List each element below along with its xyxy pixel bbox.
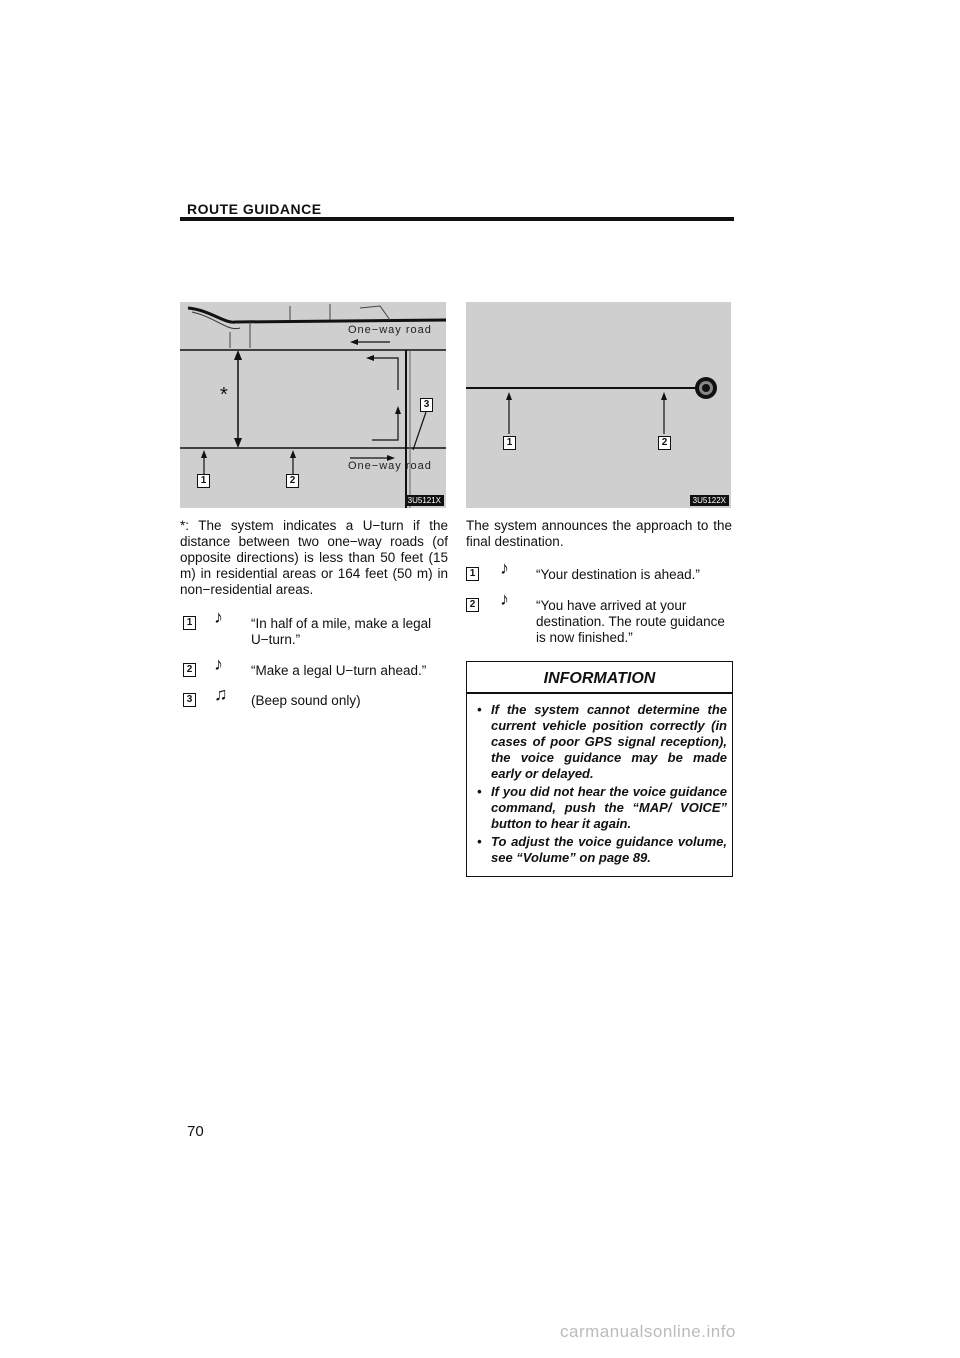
left-step-1 (180, 607, 448, 654)
asterisk-marker: * (220, 384, 228, 406)
info-item-1 (477, 702, 727, 782)
step-text: “Your destination is ahead.” (536, 567, 700, 582)
step-text: “In half of a mile, make a legal U−turn.” (251, 616, 432, 647)
step-number: 1 (466, 567, 479, 581)
info-item-2 (477, 784, 727, 832)
information-title: INFORMATION (543, 670, 656, 687)
fig2-callout-1: 1 (503, 436, 516, 450)
header-rule (180, 217, 734, 221)
figure-code: 3U5121X (405, 495, 444, 506)
beep-note-icon: ♫ (214, 684, 228, 704)
page-number: 70 (187, 1123, 204, 1140)
map-label-bottom: One−way road (348, 460, 432, 472)
destination-map-figure (466, 302, 731, 508)
right-column (466, 518, 732, 550)
destination-map-drawing (466, 302, 731, 508)
step-text: (Beep sound only) (251, 693, 361, 708)
step-text: “You have arrived at your destination. The route guidance is now finished.” (536, 598, 725, 645)
watermark: carmanualsonline.info (560, 1322, 736, 1341)
info-item-text: If the system cannot determine the current vehicle position correctly (in cases of poor GPS signal reception), the voice guidance may be made early or delayed. (491, 702, 727, 781)
bullet-icon: • (477, 702, 482, 717)
information-box (466, 661, 733, 877)
voice-note-icon: ♪ (214, 654, 223, 674)
info-item-text: To adjust the voice guidance volume, see “Volume” on page 89. (491, 834, 727, 865)
right-intro: The system announces the approach to the final destination. (466, 518, 732, 549)
right-step-2 (466, 589, 732, 648)
step-number: 2 (183, 663, 196, 677)
left-step-2 (180, 654, 448, 681)
asterisk-note: *: The system indicates a U−turn if the distance between two one−way roads (of opposite directions) is less than 50 feet (15 m) in residential areas or 164 feet (50 m) in non−residential areas. (180, 518, 448, 597)
info-item-text: If you did not hear the voice guidance command, push the “MAP/ VOICE” button to hear it again. (491, 784, 727, 831)
step-number: 1 (183, 616, 196, 630)
left-step-3 (180, 684, 448, 711)
right-step-1 (466, 558, 732, 585)
fig1-callout-3: 3 (420, 398, 433, 412)
voice-note-icon: ♪ (214, 607, 223, 627)
voice-note-icon: ♪ (500, 589, 509, 609)
step-text: “Make a legal U−turn ahead.” (251, 663, 427, 678)
step-number: 2 (466, 598, 479, 612)
voice-note-icon: ♪ (500, 558, 509, 578)
fig1-callout-2: 2 (286, 474, 299, 488)
bullet-icon: • (477, 834, 482, 849)
info-item-3 (477, 834, 727, 866)
information-rule (467, 692, 732, 694)
header-title: ROUTE GUIDANCE (187, 201, 322, 217)
map-label-top: One−way road (348, 324, 432, 336)
uturn-map-figure (180, 302, 446, 508)
bullet-icon: • (477, 784, 482, 799)
fig2-callout-2: 2 (658, 436, 671, 450)
step-number: 3 (183, 693, 196, 707)
figure-code: 3U5122X (690, 495, 729, 506)
fig1-callout-1: 1 (197, 474, 210, 488)
left-column (180, 518, 448, 598)
